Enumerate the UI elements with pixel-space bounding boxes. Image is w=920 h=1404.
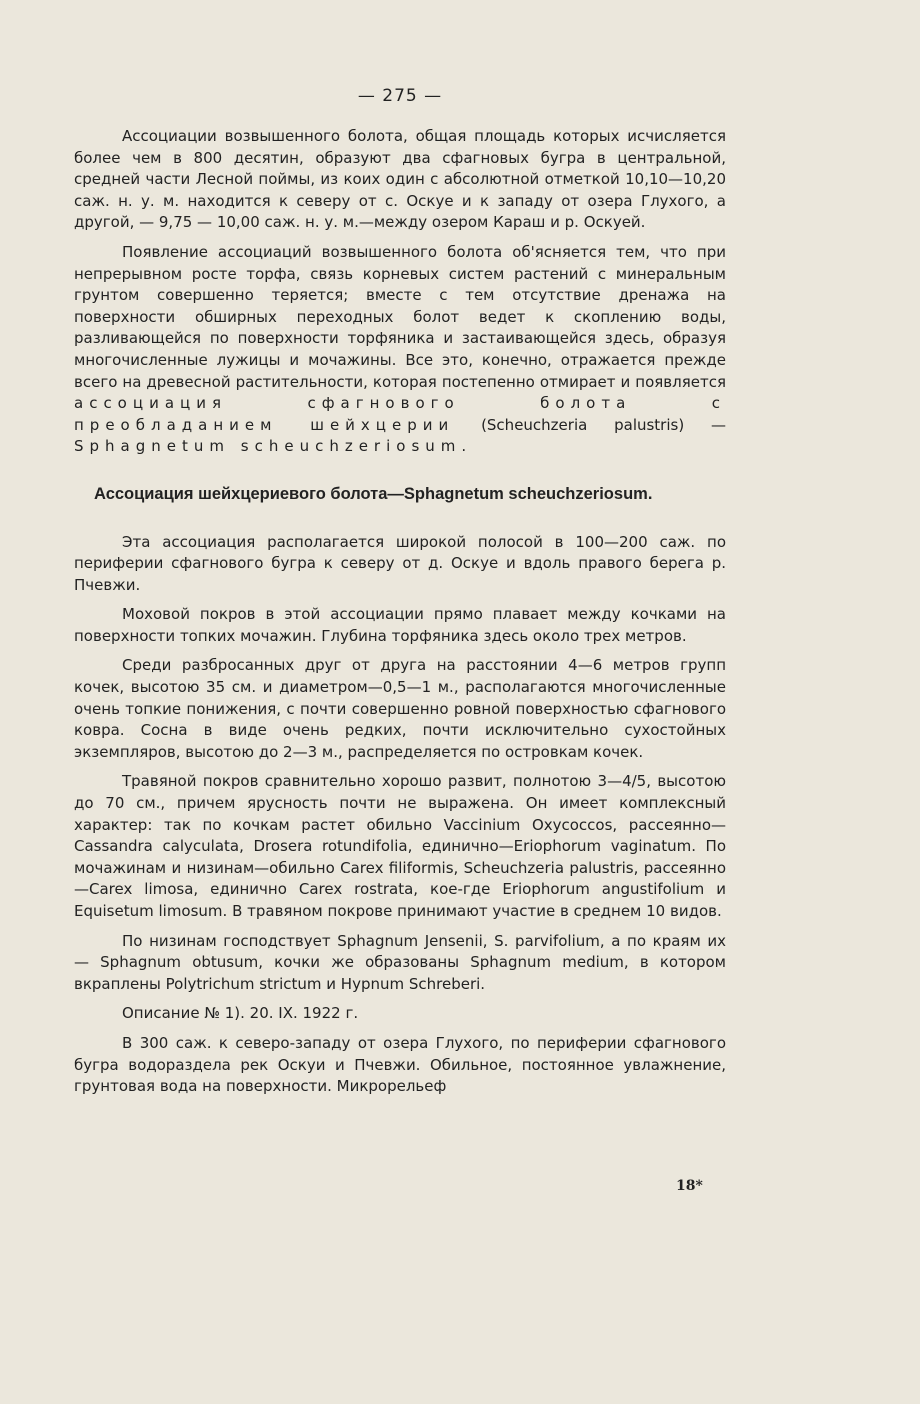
signature-mark: 18*: [676, 1178, 703, 1194]
latin-name: (Scheuchzeria palustris) —: [481, 415, 726, 434]
section-heading: Ассоциация шейхцериевого болота—Sphagnetum scheuchzeriosum.: [94, 484, 653, 503]
paragraph-4: Моховой покров в этой ассоциации прямо плавает между кочками на поверхности топких мочажин. Глубина торфяника здесь около трех метров.: [74, 605, 726, 645]
spaced-latin-name: Sphagnetum scheuchzeriosum.: [74, 437, 473, 456]
paragraph-1: Ассоциации возвышенного болота, общая площадь которых исчисляется более чем в 800 десятин, образуют два сфагновых бугра в центральной, средней части Лесной поймы, из коих один с абсолютной отметкой 10,10—10,20 саж. н. у. м. находится к северу от с. Оскуе и к западу от озера Глухого, а другой, — 9,75 — 10,00 саж. н. у. м.—между озером Караш и р. Оскуей.: [74, 127, 726, 232]
paragraph-3: Эта ассоциация располагается широкой полосой в 100—200 саж. по периферии сфагнового бугра к северу от д. Оскуе и вдоль правого берега р. Пчевжи.: [74, 532, 726, 594]
spaced-association-name: ассоциация сфагнового болота с преобладанием шейхцерии: [74, 394, 726, 434]
paragraph-6: Травяной покров сравнительно хорошо развит, полнотою 3—4/5, высотою до 70 см., причем ярусность почти не выражена. Он имеет комплексный характер: так по кочкам растет обильно Vaccinium Oxycoccos, рассеянно—Cassandra calyculata, Drosera rotundifolia, единично—Eriophorum vaginatum. По мочажинам и низинам—обильно Carex filiformis, Scheuchzeria palustris, рассеянно—Carex limosa, единично Carex rostrata, кое-где Eriophorum angustifolium и Equisetum limosum. В травяном покрове принимают участие в среднем 10 видов.: [74, 772, 726, 920]
paragraph-8: В 300 саж. к северо-западу от озера Глухого, по периферии сфагнового бугра водораздела рек Оскуи и Пчевжи. Обильное, постоянное увлажнение, грунтовая вода на поверхности. Микрорельеф: [74, 1033, 726, 1096]
description-label: Описание № 1). 20. IX. 1922 г.: [122, 1004, 359, 1023]
paragraph-7: По низинам господствует Sphagnum Jensenii, S. parvifolium, а по краям их — Sphagnum obtusum, кочки же образованы Sphagnum medium, в котором вкраплены Polytrichum strictum и Hypnum Schreberi.: [74, 931, 726, 993]
page-body: [74, 126, 726, 1098]
paragraph-2: [74, 242, 726, 458]
paragraph-5: Среди разбросанных друг от друга на расстоянии 4—6 метров групп кочек, высотою 35 см. и диаметром—0,5—1 м., располагаются многочисленные очень топкие понижения, с почти совершенно ровной поверхностью сфагнового ковра. Сосна в виде очень редких, почти исключительно сухостойных экземпляров, высотою до 2—3 м., распределяется по островкам кочек.: [74, 656, 726, 761]
page-number: — 275 —: [357, 86, 443, 106]
paragraph-2-text: Появление ассоциаций возвышенного болота об'ясняется тем, что при непрерывном росте торфа, связь корневых систем растений с минеральным грунтом совершенно теряется; вместе с тем отсутствие дренажа на поверхности обширных переходных болот ведет к скоплению воды, разливающейся по поверхности торфяника и застаивающейся здесь, образуя многочисленные лужицы и мочажины. Все это, конечно, отражается прежде всего на древесной растительности, которая постепенно отмирает и появляется: [74, 242, 726, 391]
